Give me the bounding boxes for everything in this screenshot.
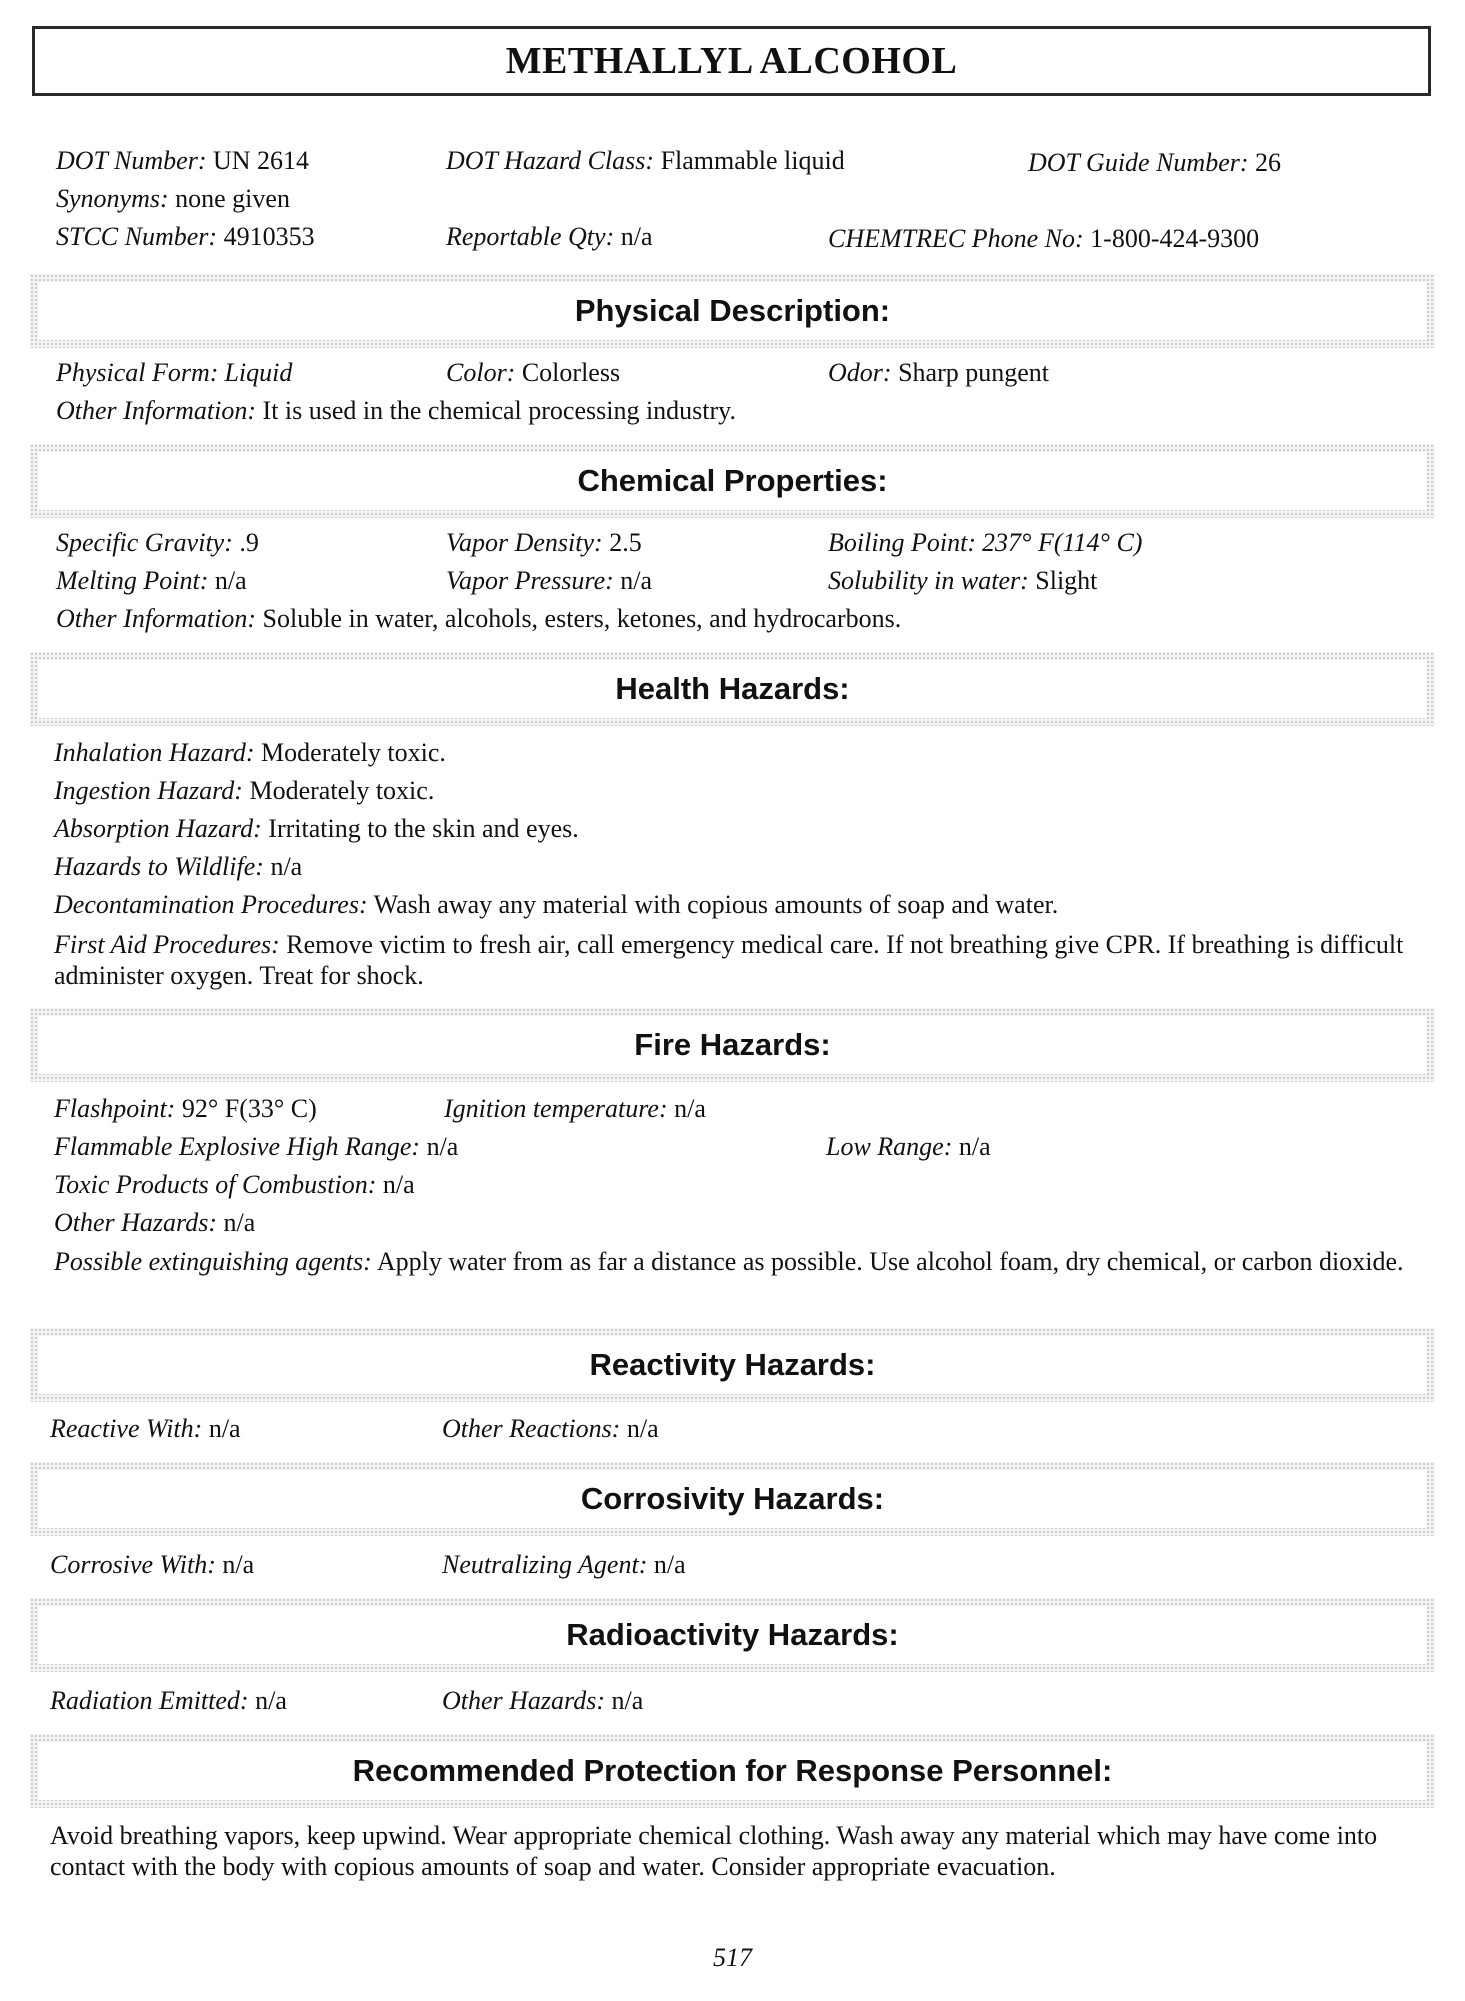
field-label: Physical Form: [56, 358, 219, 387]
field-label: DOT Number: [56, 146, 207, 175]
chemical-other-field [56, 604, 901, 634]
field-label: Possible extinguishing agents: [54, 1247, 372, 1276]
flashpoint-field [54, 1094, 317, 1124]
inhalation-hazard-field [54, 738, 446, 768]
field-label: Radiation Emitted: [50, 1686, 249, 1715]
document-title: METHALLYL ALCOHOL [32, 26, 1431, 96]
field-value: Liquid [224, 358, 293, 387]
physical-other-field [56, 396, 736, 426]
section-heading: Recommended Protection for Response Personnel: [38, 1742, 1427, 1800]
fire-other-hazards-field [54, 1208, 255, 1238]
field-value: .9 [239, 528, 259, 557]
chemtrec-phone-field [828, 224, 1259, 254]
field-label: Color: [446, 358, 516, 387]
field-value: n/a [653, 1550, 686, 1579]
extinguishing-agents-field [54, 1246, 1424, 1277]
odor-field [828, 358, 1049, 388]
field-value: n/a [223, 1208, 256, 1237]
field-label: CHEMTREC Phone No: [828, 224, 1084, 253]
field-value: Slight [1035, 566, 1098, 595]
dot-guide-number-field [1028, 148, 1281, 178]
field-value: n/a [426, 1132, 459, 1161]
field-value: n/a [270, 852, 303, 881]
field-value: 92° F(33° C) [181, 1094, 317, 1123]
specific-gravity-field [56, 528, 259, 558]
physical-form-field [56, 358, 292, 388]
section-header-reactivity [30, 1328, 1435, 1402]
section-header-physical [30, 274, 1435, 348]
field-label: First Aid Procedures: [54, 930, 280, 959]
decontamination-field [54, 890, 1058, 920]
field-label: Synonyms: [56, 184, 169, 213]
field-label: DOT Guide Number: [1028, 148, 1249, 177]
section-header-fire [30, 1008, 1435, 1082]
field-label: Neutralizing Agent: [442, 1550, 648, 1579]
section-heading: Reactivity Hazards: [38, 1336, 1427, 1394]
field-label: Reactive With: [50, 1414, 203, 1443]
field-label: Inhalation Hazard: [54, 738, 255, 767]
field-label: Solubility in water: [828, 566, 1029, 595]
first-aid-field [54, 929, 1424, 991]
section-heading: Health Hazards: [38, 660, 1427, 718]
field-label: Decontamination Procedures: [54, 890, 368, 919]
corrosive-with-field [50, 1550, 254, 1580]
section-heading: Radioactivity Hazards: [38, 1606, 1427, 1664]
field-value: Moderately toxic. [249, 776, 435, 805]
field-label: Ignition temperature: [444, 1094, 668, 1123]
field-value: n/a [255, 1686, 287, 1715]
field-value: Irritating to the skin and eyes. [268, 814, 579, 843]
field-label: Ingestion Hazard: [54, 776, 243, 805]
solubility-field [828, 566, 1097, 596]
field-label: Specific Gravity: [56, 528, 233, 557]
field-value: n/a [214, 566, 247, 595]
section-header-health [30, 652, 1435, 726]
field-value: UN 2614 [212, 146, 310, 175]
field-value: 4910353 [223, 222, 315, 251]
section-header-protection [30, 1734, 1435, 1808]
color-field [446, 358, 620, 388]
field-value: 237° F(114° C) [982, 528, 1143, 557]
field-value: Colorless [521, 358, 621, 387]
field-value: n/a [620, 566, 653, 595]
field-label: Low Range: [826, 1132, 953, 1161]
reactive-with-field [50, 1414, 241, 1444]
field-value: n/a [620, 222, 653, 251]
field-value: 26 [1255, 148, 1282, 177]
field-value: n/a [611, 1686, 644, 1715]
field-label: Boiling Point: [828, 528, 977, 557]
field-value: 1-800-424-9300 [1090, 224, 1260, 253]
field-value: n/a [222, 1550, 255, 1579]
field-value: Remove victim to fresh air, call emergency medical care. If not breathing give CPR. If breathing is difficult administer oxygen. Treat for shock. [54, 930, 1404, 990]
field-label: STCC Number: [56, 222, 218, 251]
field-value: Soluble in water, alcohols, esters, ketones, and hydrocarbons. [262, 604, 902, 633]
other-reactions-field [442, 1414, 659, 1444]
section-heading: Fire Hazards: [38, 1016, 1427, 1074]
toxic-products-field [54, 1170, 415, 1200]
synonyms-field [56, 184, 290, 214]
section-heading: Corrosivity Hazards: [38, 1470, 1427, 1528]
field-label: Other Hazards: [54, 1208, 217, 1237]
field-label: Other Information: [56, 604, 257, 633]
section-header-corrosivity [30, 1462, 1435, 1536]
field-value: Apply water from as far a distance as possible. Use alcohol foam, dry chemical, or carbon dioxide. [376, 1247, 1404, 1276]
field-value: Flammable liquid [660, 146, 845, 175]
field-value: n/a [208, 1414, 241, 1443]
reportable-qty-field [446, 222, 653, 252]
vapor-density-field [446, 528, 642, 558]
field-value: It is used in the chemical processing industry. [262, 396, 736, 425]
field-value: n/a [626, 1414, 659, 1443]
field-label: Other Hazards: [442, 1686, 605, 1715]
section-header-radioactivity [30, 1598, 1435, 1672]
low-range-field [826, 1132, 991, 1162]
neutralizing-agent-field [442, 1550, 686, 1580]
field-label: Absorption Hazard: [54, 814, 262, 843]
field-label: Reportable Qty: [446, 222, 615, 251]
radio-other-hazards-field [442, 1686, 643, 1716]
ignition-temperature-field [444, 1094, 706, 1124]
field-label: Hazards to Wildlife: [54, 852, 264, 881]
field-value: 2.5 [609, 528, 642, 557]
field-label: DOT Hazard Class: [446, 146, 655, 175]
field-label: Vapor Pressure: [446, 566, 614, 595]
dot-number-field [56, 146, 309, 176]
melting-point-field [56, 566, 247, 596]
section-heading: Physical Description: [38, 282, 1427, 340]
field-label: Odor: [828, 358, 892, 387]
radiation-emitted-field [50, 1686, 287, 1716]
vapor-pressure-field [446, 566, 652, 596]
stcc-number-field [56, 222, 315, 252]
page-number: 517 [713, 1943, 752, 1972]
ingestion-hazard-field [54, 776, 434, 806]
boiling-point-field [828, 528, 1142, 558]
field-label: Flashpoint: [54, 1094, 176, 1123]
field-value: Moderately toxic. [261, 738, 446, 767]
wildlife-hazard-field [54, 852, 302, 882]
field-label: Vapor Density: [446, 528, 603, 557]
field-value: Sharp pungent [898, 358, 1049, 387]
section-heading: Chemical Properties: [38, 452, 1427, 510]
field-value: n/a [382, 1170, 415, 1199]
field-label: Melting Point: [56, 566, 209, 595]
protection-text: Avoid breathing vapors, keep upwind. Wear appropriate chemical clothing. Wash away any material which may have come into contact with the body with copious amounts of soap and water. Consider appropriate evacuation. [50, 1821, 1378, 1881]
absorption-hazard-field [54, 814, 579, 844]
field-label: Toxic Products of Combustion: [54, 1170, 377, 1199]
field-label: Other Information: [56, 396, 257, 425]
field-value: none given [175, 184, 290, 213]
field-value: n/a [674, 1094, 706, 1123]
field-label: Corrosive With: [50, 1550, 216, 1579]
dot-hazard-class-field [446, 146, 845, 176]
high-range-field [54, 1132, 458, 1162]
field-label: Other Reactions: [442, 1414, 621, 1443]
field-label: Flammable Explosive High Range: [54, 1132, 421, 1161]
field-value: Wash away any material with copious amounts of soap and water. [373, 890, 1059, 919]
field-value: n/a [958, 1132, 991, 1161]
section-header-chemical [30, 444, 1435, 518]
